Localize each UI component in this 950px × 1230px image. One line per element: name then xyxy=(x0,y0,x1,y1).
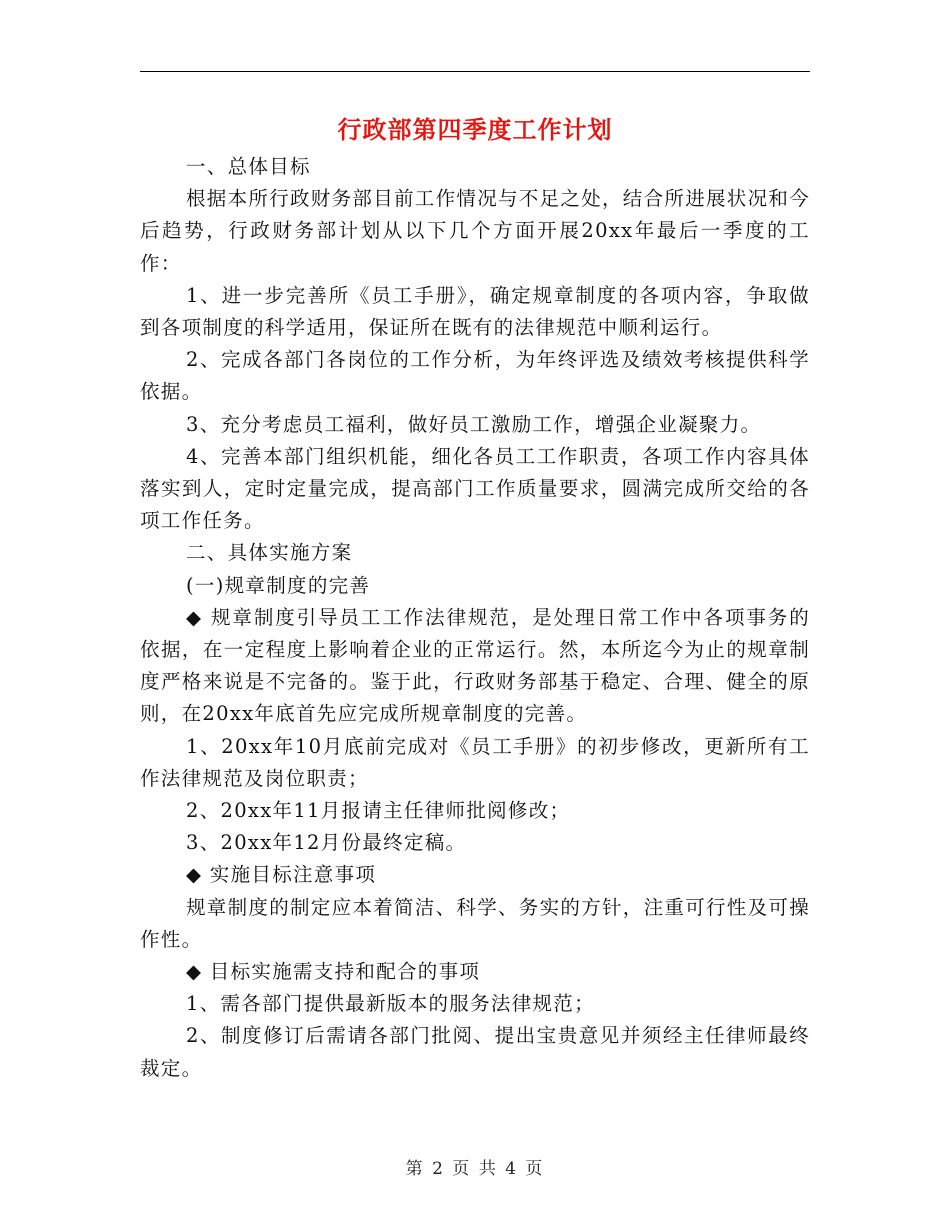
paragraph-step-2: 2、20xx年11月报请主任律师批阅修改； xyxy=(186,799,571,823)
paragraph-item-3: 3、充分考虑员工福利，做好员工激励工作，增强企业凝聚力。 xyxy=(186,412,762,436)
page-footer: 第 2 页 共 4 页 xyxy=(405,1159,545,1179)
section-heading-implementation: 二、具体实施方案 xyxy=(186,541,353,565)
paragraph-item-4: 4、完善本部门组织机能，细化各员工工作职责，各项工作内容具体落实到人，定时定量完成，提高部门工作质量要求，圆满完成所交给的各项工作任务。 xyxy=(140,444,810,533)
paragraph-notes-bullet: ◆ 实施目标注意事项 xyxy=(186,863,377,887)
subsection-heading-rules: (一)规章制度的完善 xyxy=(186,573,371,597)
paragraph-support-1: 1、需各部门提供最新版本的服务法律规范； xyxy=(186,992,595,1016)
paragraph-support-bullet: ◆ 目标实施需支持和配合的事项 xyxy=(186,960,481,984)
document-body xyxy=(140,151,810,1085)
paragraph-rules-bullet: ◆ 规章制度引导员工工作法律规范，是处理日常工作中各项事务的依据，在一定程度上影响着企业的正常运行。然，本所迄今为止的规章制度严格来说是不完备的。鉴于此，行政财务部基于稳定、合理、健全的原则，在20xx年底首先应完成所规章制度的完善。 xyxy=(140,605,810,726)
header-rule xyxy=(140,71,810,72)
section-heading-overall-goals: 一、总体目标 xyxy=(186,155,311,178)
document-title: 行政部第四季度工作计划 xyxy=(337,116,613,144)
paragraph-notes-text: 规章制度的制定应本着简洁、科学、务实的方针，注重可行性及可操作性。 xyxy=(140,895,811,951)
paragraph-step-1: 1、20xx年10月底前完成对《员工手册》的初步修改，更新所有工作法律规范及岗位职责； xyxy=(140,734,810,790)
paragraph-item-2: 2、完成各部门各岗位的工作分析，为年终评选及绩效考核提供科学依据。 xyxy=(140,348,810,404)
paragraph-intro: 根据本所行政财务部目前工作情况与不足之处，结合所进展状况和今后趋势，行政财务部计划从以下几个方面开展20xx年最后一季度的工作： xyxy=(140,187,811,275)
paragraph-support-2: 2、制度修订后需请各部门批阅、提出宝贵意见并须经主任律师最终裁定。 xyxy=(140,1024,810,1080)
paragraph-step-3: 3、20xx年12月份最终定稿。 xyxy=(186,831,467,855)
paragraph-item-1: 1、进一步完善所《员工手册》，确定规章制度的各项内容，争取做到各项制度的科学适用，保证所在既有的法律规范中顺利运行。 xyxy=(140,283,810,340)
